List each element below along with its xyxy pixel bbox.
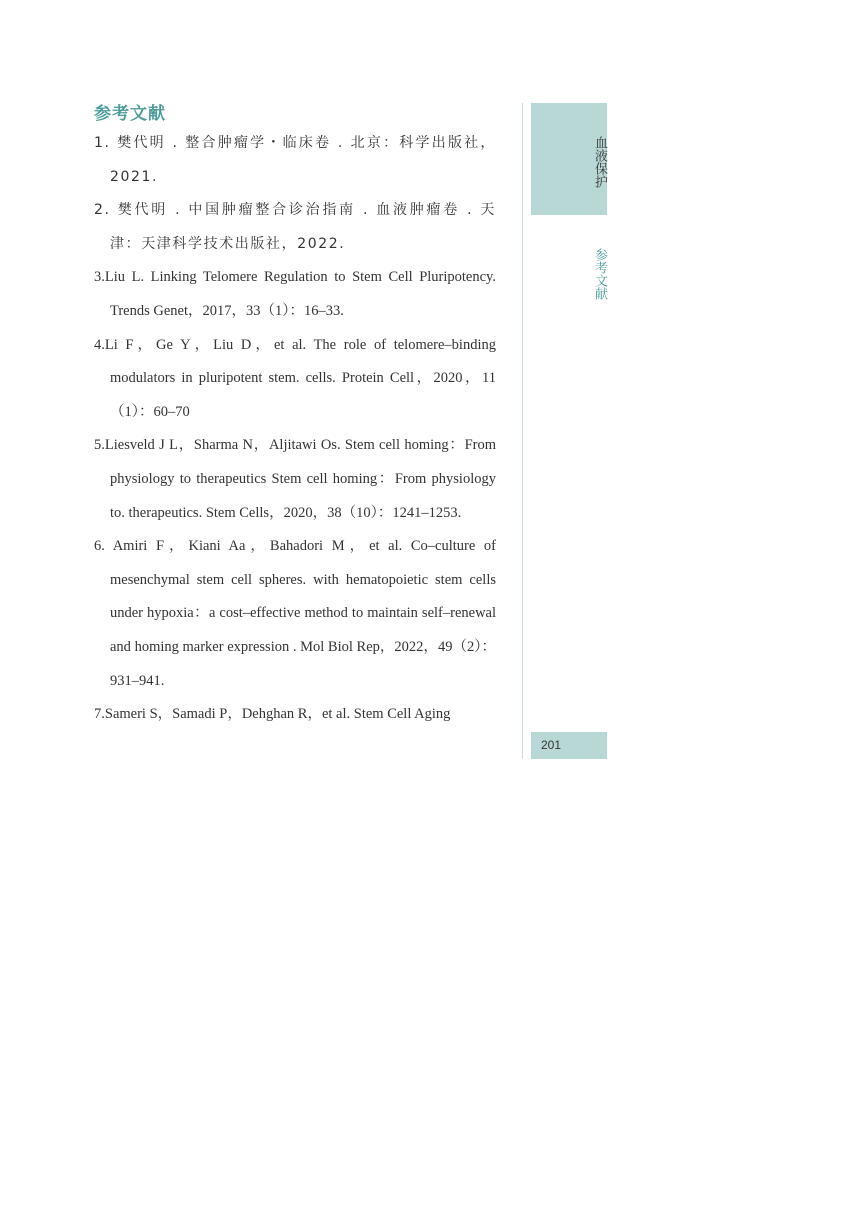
reference-list [94,127,496,732]
reference-item: 2. 樊代明 . 中国肿瘤整合诊治指南 . 血液肿瘤卷 . 天津：天津科学技术出版社，2022. [94,202,496,252]
reference-item: 3.Liu L. Linking Telomere Regulation to Stem Cell Pluripotency. Trends Genet，2017，33（1）：16–33. [94,269,496,319]
page-number-box [531,732,607,759]
page-number: 201 [541,738,562,752]
reference-item: 1. 樊代明 . 整合肿瘤学・临床卷 . 北京：科学出版社，2021. [94,135,496,185]
column-divider [522,103,523,759]
side-tab-blood-protection[interactable] [531,103,607,215]
reference-item: 5.Liesveld J L，Sharma N，Aljitawi Os. Stem cell homing：From physiology to therapeutics Stem cell homing：From physiology to. therapeutics. Stem Cells，2020，38（10）：1241–1253. [94,437,496,521]
reference-item: 6. Amiri F，Kiani Aa，Bahadori M，et al. Co–culture of mesenchymal stem cell spheres. with hematopoietic stem cells under hypoxia：a cost–effective method to maintain self–renewal and homing marker expression . Mol Biol Rep，2022，49（2）：931–941. [94,538,496,689]
section-title: 参考文献 [94,104,166,124]
side-tab-blood-protection-label: 血液保护 [592,136,607,188]
side-tab-references[interactable]: 参考文献 [592,248,607,300]
reference-item: 7.Sameri S，Samadi P，Dehghan R，et al. Stem Cell Aging [94,706,451,723]
reference-item: 4.Li F，Ge Y，Liu D，et al. The role of telomere–binding modulators in pluripotent stem. cells. Protein Cell，2020，11（1）：60–70 [94,336,496,420]
